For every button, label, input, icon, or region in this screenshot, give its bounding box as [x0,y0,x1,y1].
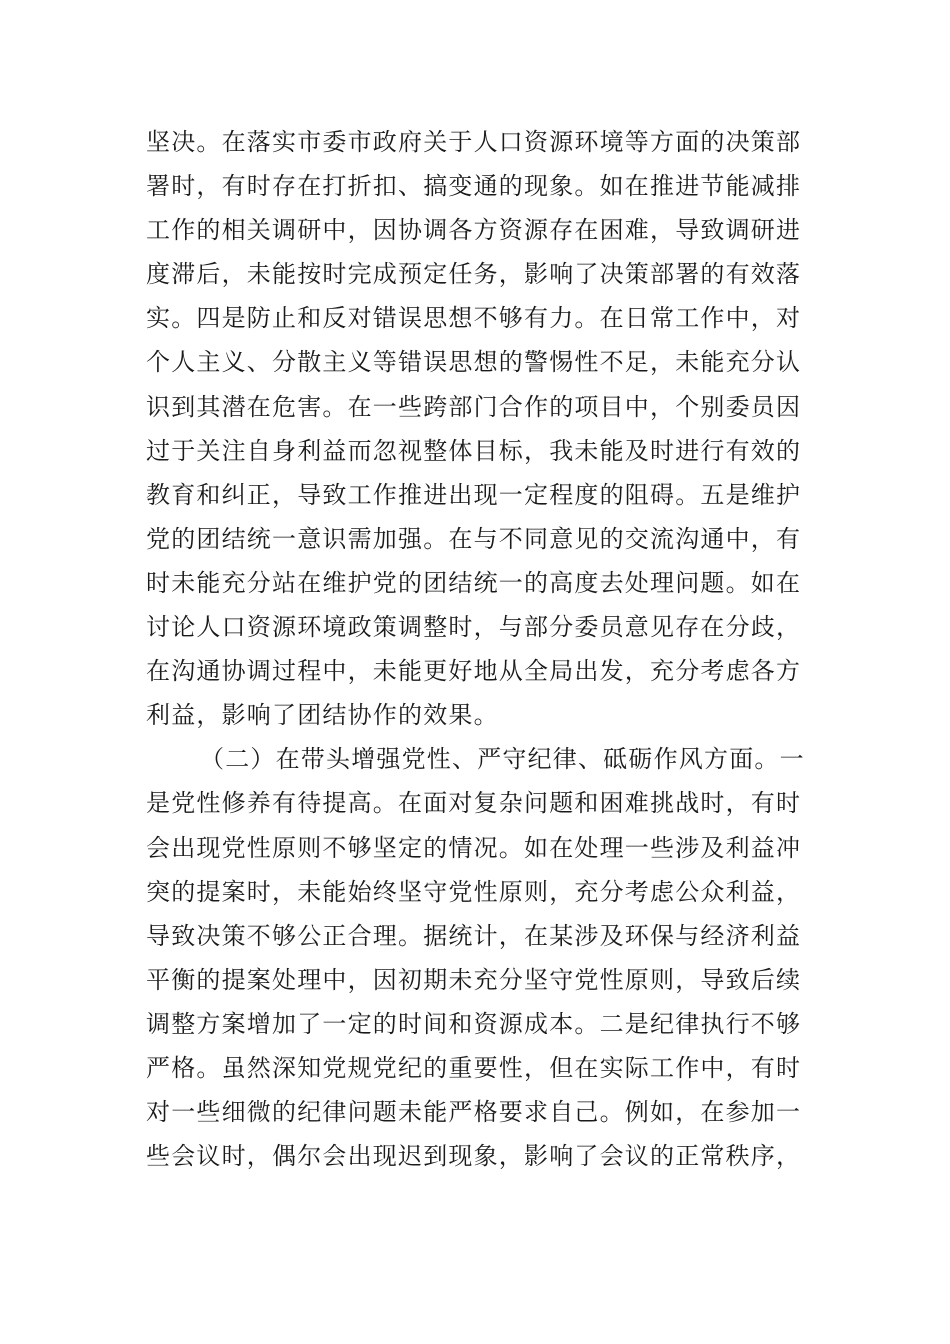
text-line: 导致决策不够公正合理。据统计，在某涉及环保与经济利益 [146,921,802,950]
text-line: 调整方案增加了一定的时间和资源成本。二是纪律执行不够 [146,1009,802,1038]
text-line: 署时，有时存在打折扣、搞变通的现象。如在推进节能减排 [146,172,802,201]
text-line: 在沟通协调过程中，未能更好地从全局出发，充分考虑各方 [146,657,802,686]
body-text [146,120,808,1178]
text-line: 实。四是防止和反对错误思想不够有力。在日常工作中，对 [146,304,802,333]
text-line: 教育和纠正，导致工作推进出现一定程度的阻碍。五是维护 [146,480,802,509]
text-line: 平衡的提案处理中，因初期未充分坚守党性原则，导致后续 [146,965,802,994]
text-line: 度滞后，未能按时完成预定任务，影响了决策部署的有效落 [146,260,802,289]
text-line: 识到其潜在危害。在一些跨部门合作的项目中，个别委员因 [146,392,802,421]
text-line: 坚决。在落实市委市政府关于人口资源环境等方面的决策部 [146,128,802,156]
text-line: 过于关注自身利益而忽视整体目标，我未能及时进行有效的 [146,436,802,465]
text-line: 讨论人口资源环境政策调整时，与部分委员意见存在分歧， [146,613,802,642]
text-line: 时未能充分站在维护党的团结统一的高度去处理问题。如在 [146,568,802,597]
text-line: 工作的相关调研中，因协调各方资源存在困难，导致调研进 [146,216,802,245]
text-line: 利益，影响了团结协作的效果。 [146,701,499,730]
text-line: 突的提案时，未能始终坚守党性原则，充分考虑公众利益， [146,877,802,906]
text-line: 是党性修养有待提高。在面对复杂问题和困难挑战时，有时 [146,789,802,818]
text-line: 会出现党性原则不够坚定的情况。如在处理一些涉及利益冲 [146,833,802,862]
text-line: 个人主义、分散主义等错误思想的警惕性不足，未能充分认 [146,348,802,377]
text-line: 严格。虽然深知党规党纪的重要性，但在实际工作中，有时 [146,1053,802,1082]
text-line: 对一些细微的纪律问题未能严格要求自己。例如，在参加一 [146,1098,802,1127]
text-line: 党的团结统一意识需加强。在与不同意见的交流沟通中，有 [146,524,802,553]
section-heading-line: （二）在带头增强党性、严守纪律、砥砺作风方面。一 [200,745,805,774]
text-line: 些会议时，偶尔会出现迟到现象，影响了会议的正常秩序， [146,1142,802,1171]
